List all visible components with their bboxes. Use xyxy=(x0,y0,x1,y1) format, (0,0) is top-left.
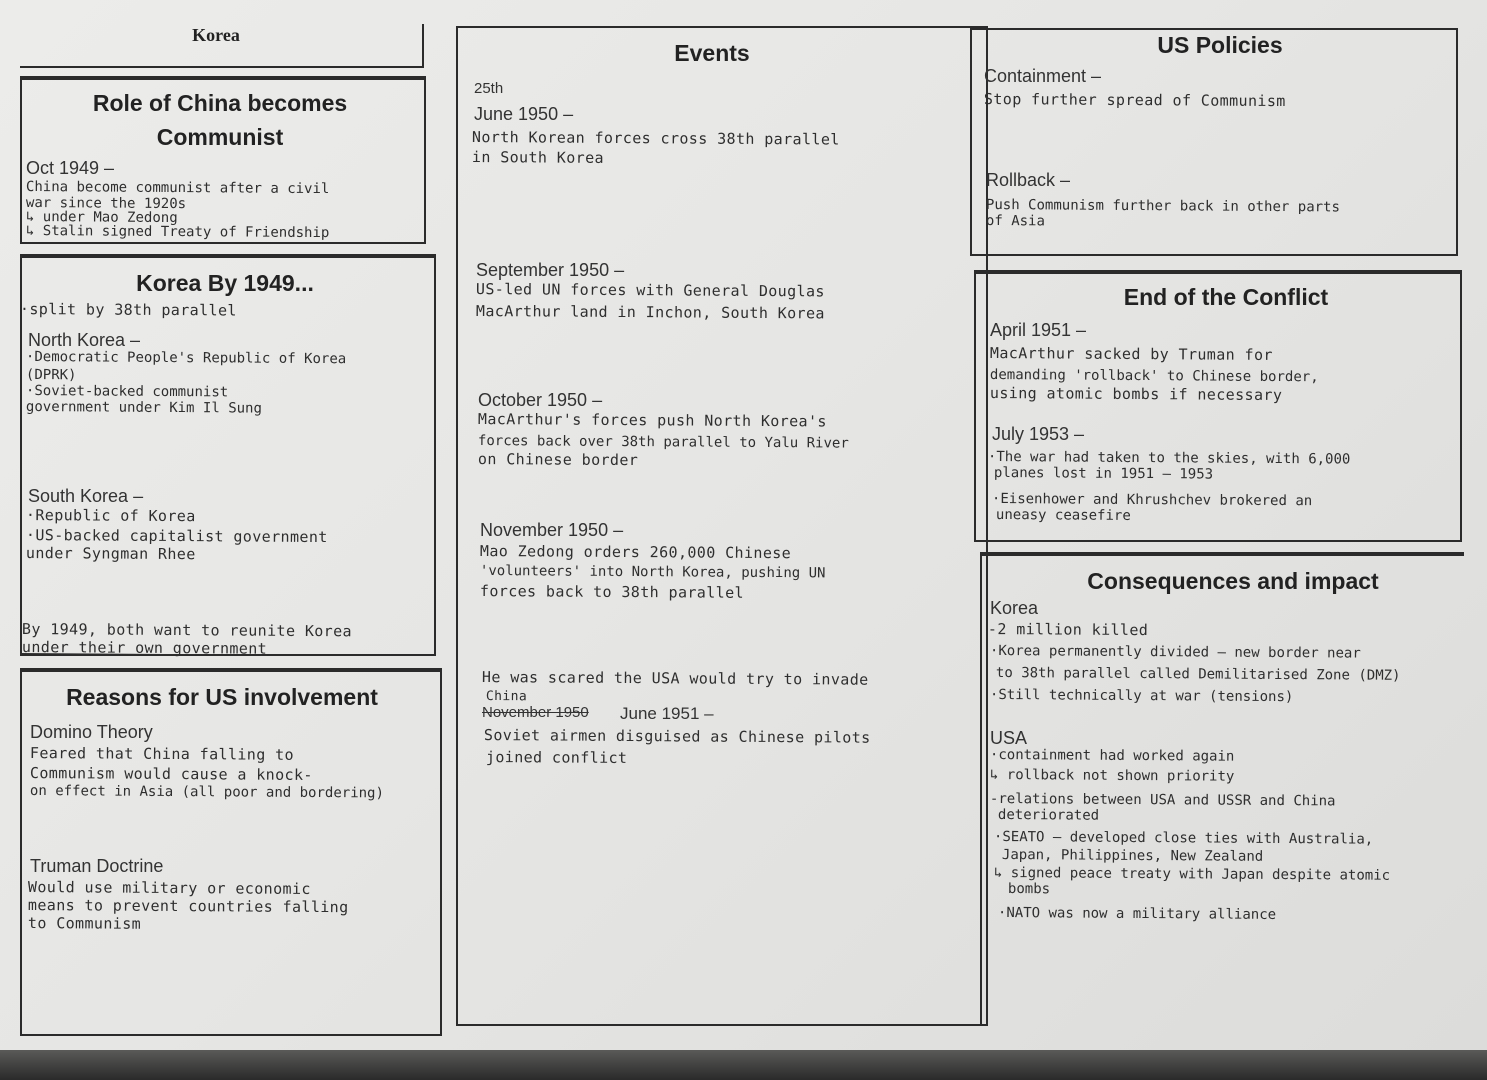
truman-doctrine-note: to Communism xyxy=(27,914,142,933)
south-korea-note: ·Republic of Korea xyxy=(25,506,196,526)
consequences-usa-note: -relations between USA and USSR and China xyxy=(989,791,1336,810)
truman-doctrine-note: Would use military or economic xyxy=(27,878,311,898)
end-note: demanding 'rollback' to Chinese border, xyxy=(989,366,1319,386)
event-note: forces back to 38th parallel xyxy=(479,582,745,602)
domino-theory-note: Feared that China falling to xyxy=(29,744,295,764)
consequences-korea-label: Korea xyxy=(990,598,1039,618)
event-date: June 1950 – xyxy=(474,104,574,124)
china-date: Oct 1949 – xyxy=(26,158,115,178)
event-note: joined conflict xyxy=(485,748,628,767)
event-date: September 1950 – xyxy=(476,260,625,280)
domino-theory-note: Communism would cause a knock- xyxy=(29,764,313,784)
event-note: forces back over 38th parallel to Yalu River xyxy=(477,432,849,452)
korea-1949-summary: By 1949, both want to reunite Korea xyxy=(21,620,353,641)
consequences-title: Consequences and impact xyxy=(1087,568,1379,594)
south-korea-note: ·US-backed capitalist government xyxy=(25,526,328,547)
reasons-title: Reasons for US involvement xyxy=(66,684,378,710)
china-note: China become communist after a civil xyxy=(25,178,330,198)
china-note: ↳ under Mao Zedong xyxy=(25,208,178,227)
consequences-korea-note: to 38th parallel called Demilitarised Zone (DMZ) xyxy=(995,665,1401,684)
china-title-line1: Role of China becomes xyxy=(92,90,348,116)
consequences-usa-note: bombs xyxy=(1007,881,1051,898)
north-korea-label: North Korea – xyxy=(28,330,141,350)
containment-note: Stop further spread of Communism xyxy=(983,90,1286,111)
event-note: MacArthur land in Inchon, South Korea xyxy=(475,302,825,323)
south-korea-label: South Korea – xyxy=(28,486,144,506)
end-note: uneasy ceasefire xyxy=(995,506,1131,524)
end-conflict-title: End of the Conflict xyxy=(1123,284,1329,310)
end-note: ·Eisenhower and Khrushchev brokered an xyxy=(991,490,1313,510)
korea-split-note: ·split by 38th parallel xyxy=(19,300,237,320)
south-korea-note: under Syngman Rhee xyxy=(25,544,196,564)
rollback-label: Rollback – xyxy=(986,170,1071,190)
consequences-usa-note: ·SEATO – developed close ties with Australia, xyxy=(993,829,1374,848)
truman-doctrine-note: means to prevent countries falling xyxy=(27,896,349,917)
end-note: using atomic bombs if necessary xyxy=(989,384,1283,405)
north-korea-note: ·Democratic People's Republic of Korea xyxy=(25,348,347,368)
event-note: North Korean forces cross 38th parallel xyxy=(471,128,840,149)
consequences-korea-note: ·Korea permanently divided – new border near xyxy=(989,643,1361,662)
truman-doctrine-label: Truman Doctrine xyxy=(30,856,164,876)
end-note: planes lost in 1951 – 1953 xyxy=(993,464,1214,483)
end-note: ·The war had taken to the skies, with 6,000 xyxy=(987,448,1351,468)
consequences-usa-label: USA xyxy=(990,728,1028,748)
consequences-usa-note: ·containment had worked again xyxy=(989,747,1235,765)
event-note: US-led UN forces with General Douglas xyxy=(475,280,825,301)
consequences-korea-note: ·Still technically at war (tensions) xyxy=(989,687,1294,706)
china-note: war since the 1920s xyxy=(25,194,187,213)
event-date: 25th xyxy=(474,80,504,97)
korea-header-title: Korea xyxy=(192,25,240,45)
event-note: Mao Zedong orders 260,000 Chinese xyxy=(479,542,792,563)
event-note: He was scared the USA would try to invade xyxy=(481,668,869,689)
end-date: April 1951 – xyxy=(990,320,1087,340)
event-date: June 1951 – xyxy=(620,704,714,723)
china-title-line2: Communist xyxy=(156,124,284,150)
event-date: November 1950 – xyxy=(480,520,624,540)
north-korea-note: ·Soviet-backed communist xyxy=(25,382,229,401)
consequences-usa-note: ↳ signed peace treaty with Japan despite atomic xyxy=(993,865,1391,884)
event-date-struck: November 1950 xyxy=(482,704,589,721)
china-note: ↳ Stalin signed Treaty of Friendship xyxy=(25,222,330,242)
rollback-note: of Asia xyxy=(985,212,1046,230)
consequences-usa-note: ·NATO was now a military alliance xyxy=(997,905,1277,923)
north-korea-note: (DPRK) xyxy=(25,366,77,384)
consequences-usa-note: Japan, Philippines, New Zealand xyxy=(1001,847,1264,865)
event-note: China xyxy=(485,689,528,705)
domino-theory-note: on effect in Asia (all poor and bordering) xyxy=(29,783,385,802)
events-title: Events xyxy=(674,40,750,66)
event-note: MacArthur's forces push North Korea's xyxy=(477,410,827,431)
event-note: on Chinese border xyxy=(477,450,639,470)
consequences-korea-note: -2 million killed xyxy=(987,620,1149,640)
event-note: in South Korea xyxy=(471,148,605,167)
rollback-note: Push Communism further back in other parts xyxy=(985,196,1340,216)
consequences-usa-note: deteriorated xyxy=(997,807,1100,824)
end-date: July 1953 – xyxy=(992,424,1085,444)
event-note: 'volunteers' into North Korea, pushing UN xyxy=(479,563,826,582)
event-date: October 1950 – xyxy=(478,390,603,410)
us-policies-title: US Policies xyxy=(1157,32,1283,58)
event-note: Soviet airmen disguised as Chinese pilots xyxy=(483,726,871,747)
north-korea-note: government under Kim Il Sung xyxy=(25,398,263,417)
korea-1949-summary: under their own government xyxy=(21,638,268,658)
containment-label: Containment – xyxy=(984,66,1102,86)
table-surface xyxy=(0,1050,1487,1080)
consequences-usa-note: ↳ rollback not shown priority xyxy=(989,767,1235,785)
domino-theory-label: Domino Theory xyxy=(30,722,153,742)
korea-1949-title: Korea By 1949... xyxy=(136,270,314,296)
end-note: MacArthur sacked by Truman for xyxy=(989,344,1273,364)
